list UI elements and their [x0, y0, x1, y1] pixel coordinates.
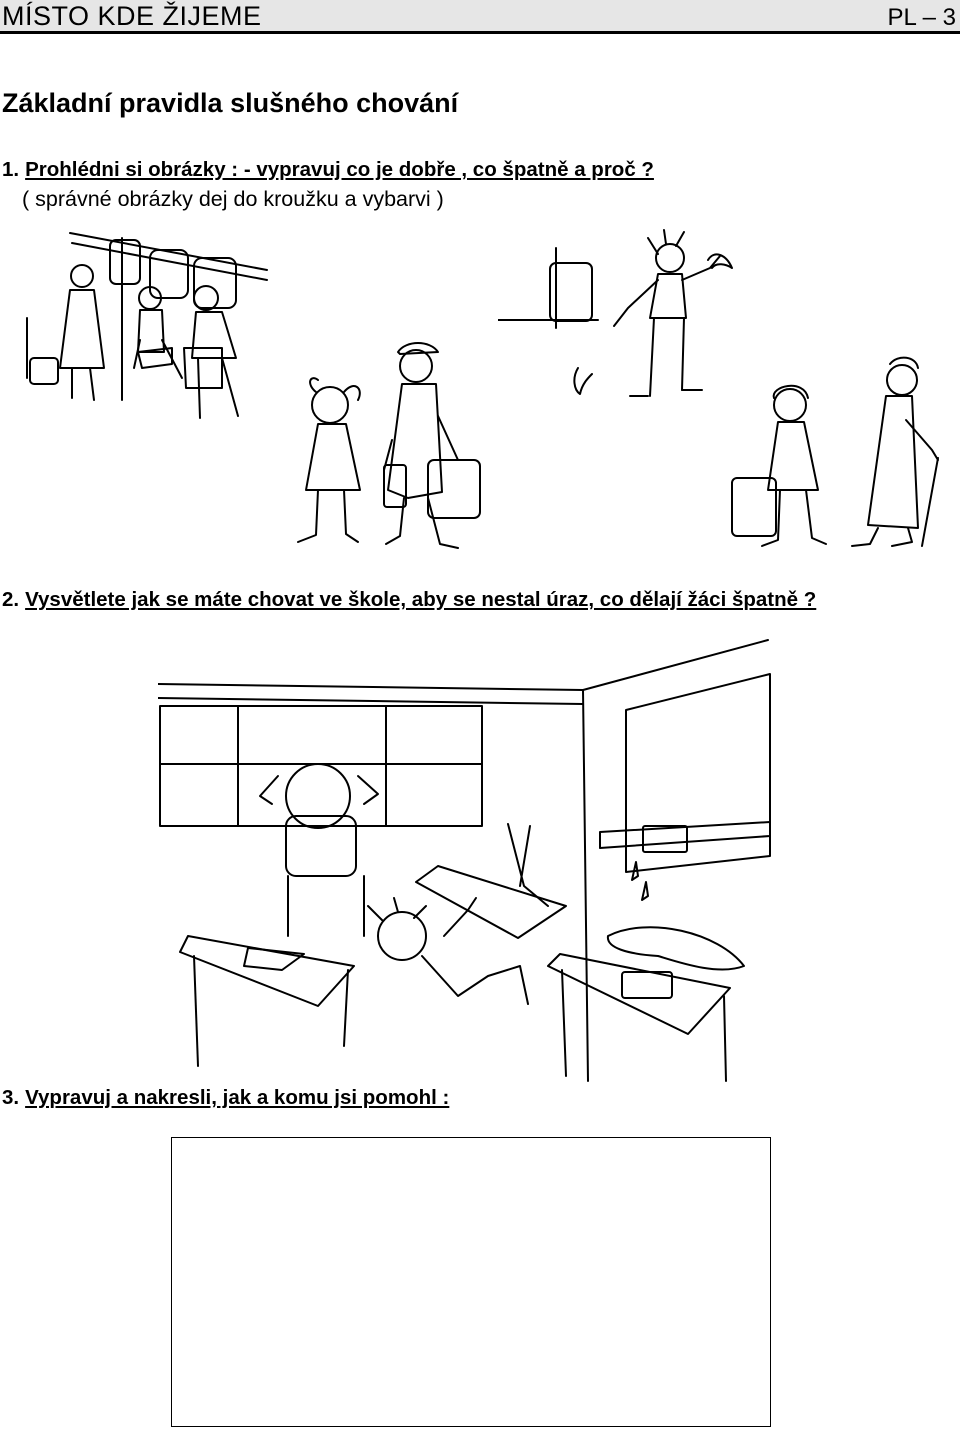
task-2-number: 2.	[2, 588, 20, 611]
task-1	[2, 158, 654, 182]
task-1-subtitle: ( správné obrázky dej do kroužku a vybarvi )	[22, 187, 444, 211]
girl-helping-grandma-icon	[722, 350, 954, 555]
worksheet-title: MÍSTO KDE ŽIJEME	[2, 1, 262, 31]
task-1-text: Prohlédni si obrázky : - vypravuj co je dobře , co špatně a proč ?	[25, 158, 654, 181]
girl-and-teacher-icon	[288, 330, 498, 560]
classroom-accident-icon	[158, 636, 823, 1086]
task-2-text: Vysvětlete jak se máte chovat ve škole, aby se nestal úraz, co dělají žáci špatně ?	[25, 588, 817, 611]
worksheet-code: PL – 3	[887, 4, 956, 31]
page-header	[0, 0, 960, 34]
task-2	[2, 588, 816, 612]
tram-scene-icon	[22, 228, 272, 423]
banana-peel-scene-icon	[498, 228, 738, 418]
task-3	[2, 1086, 449, 1110]
section-title: Základní pravidla slušného chování	[2, 88, 459, 118]
task-3-text: Vypravuj a nakresli, jak a komu jsi pomohl :	[25, 1086, 450, 1109]
task-1-number: 1.	[2, 158, 20, 181]
drawing-area[interactable]	[171, 1137, 771, 1427]
task-3-number: 3.	[2, 1086, 20, 1109]
